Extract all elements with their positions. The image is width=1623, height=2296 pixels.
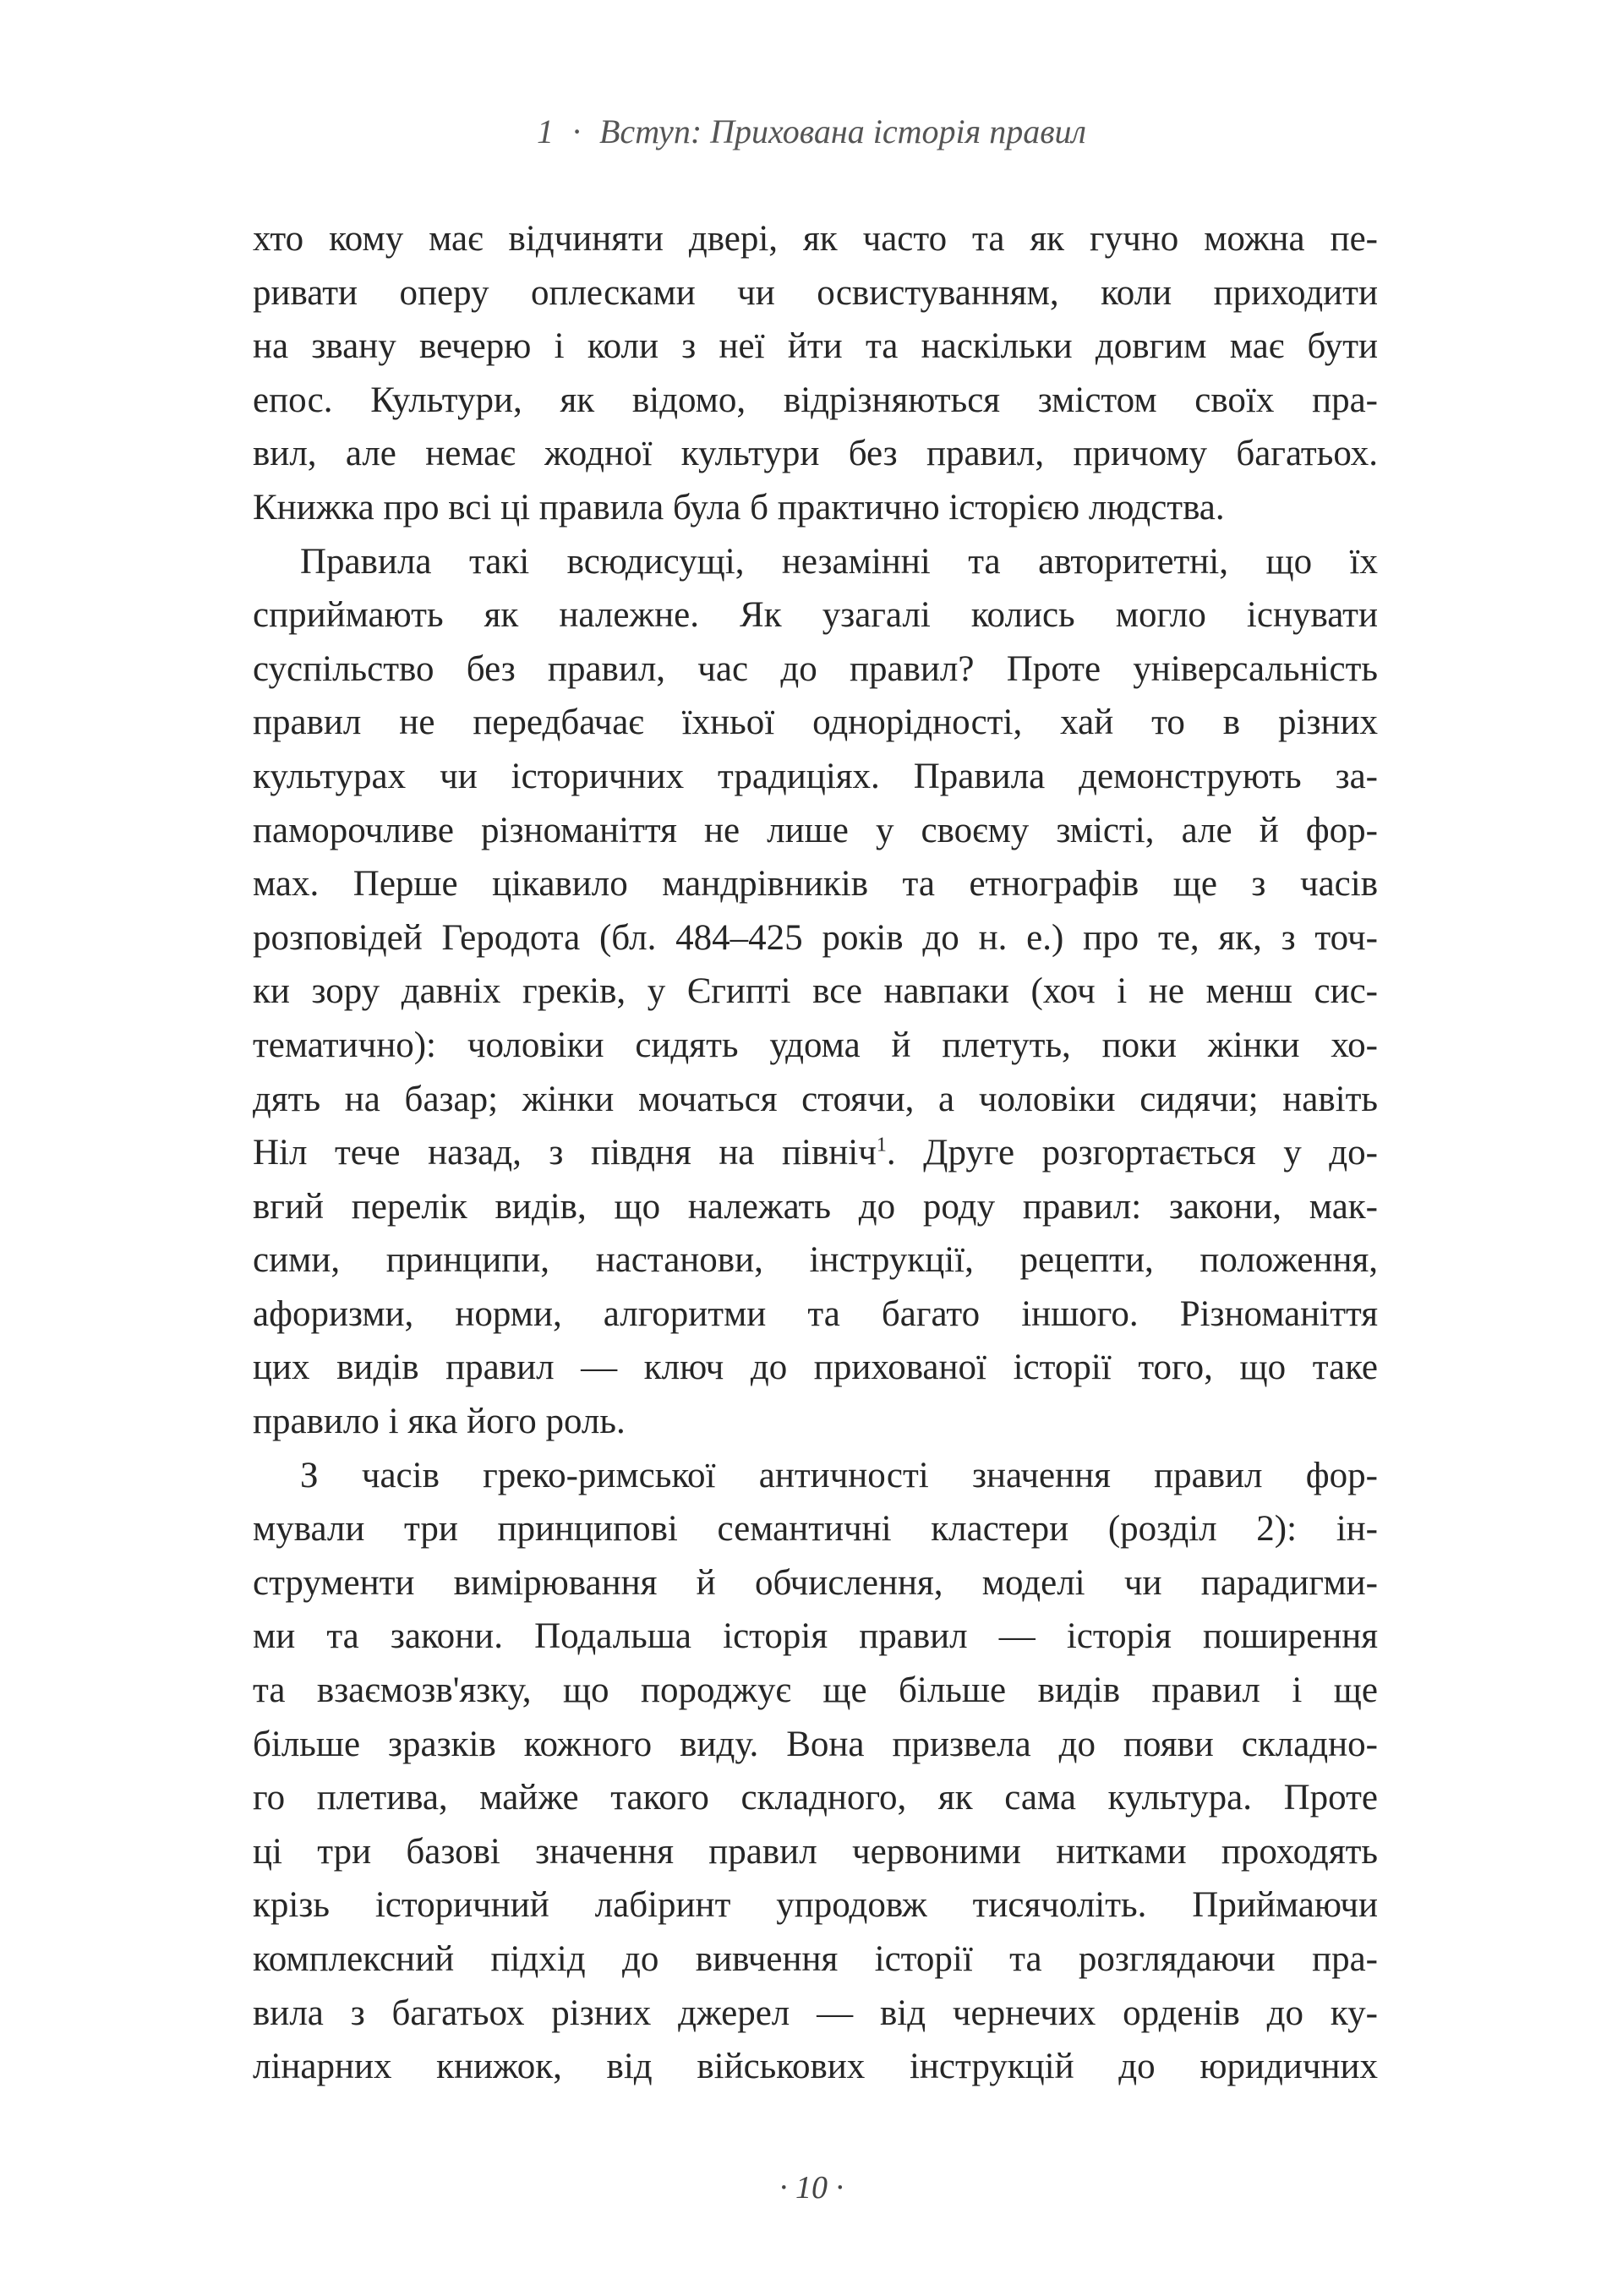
paragraph [253,1449,1378,2094]
text-line: сими, принципи, настанови, інструкції, рецепти, положення, [253,1240,1378,1281]
text-line: З часів греко-римської античності значення правил фор- [300,1455,1378,1495]
text-line: епос. Культури, як відомо, відрізняються змістом своїх пра- [253,380,1378,420]
text-line: хто кому має відчиняти двері, як часто та як гучно можна пе- [253,219,1378,259]
text-line: дять на базар; жінки мочаться стоячи, а чоловіки сидячи; навіть [253,1079,1378,1119]
chapter-title: Вступ: Прихована історія правил [599,112,1086,150]
text-line: Правила такі всюдисущі, незамінні та авторитетні, що їх [300,541,1378,582]
text-line: ки зору давніх греків, у Єгипті все навпаки (хоч і не менш сис- [253,971,1378,1012]
text-line: паморочливе різноманіття не лише у своєму змісті, але й фор- [253,810,1378,850]
text-line: розповідей Геродота (бл. 484–425 років до н. е.) про те, як, з точ- [253,917,1378,958]
text-line: мах. Перше цікавило мандрівників та етнографів ще з часів [253,864,1378,905]
paragraph [253,212,1378,535]
text-line: правил не передбачає їхньої однорідності, хай то в різних [253,702,1378,743]
text-line: вила з багатьох різних джерел — від чернечих орденів до ку- [253,1993,1378,2033]
text-line: ці три базові значення правил червоними нитками проходять [253,1831,1378,1872]
text-line: Ніл тече назад, з півдня на північ$^1$. Друге розгортається у до- [253,1133,1379,1173]
header-separator: · [572,112,581,150]
chapter-number: 1 [537,112,554,150]
text-line: на звану вечерю і коли з неї йти та наскільки довгим має бути [253,326,1378,367]
text-line: культурах чи історичних традиціях. Правила демонструють за- [253,756,1378,796]
text-line: струменти вимірювання й обчислення, моделі чи парадигми- [253,1562,1378,1603]
page-number: · 10 · [779,2170,844,2206]
footnote-marker[interactable]: 1 [876,1134,887,1156]
text-line: правило і яка його роль. [253,1402,626,1442]
text-line: крізь історичний лабіринт упродовж тисячоліть. Приймаючи [253,1885,1378,1926]
text-line: сприймають як належне. Як узагалі колись могло існувати [253,595,1378,636]
body-text [253,212,1378,2094]
text-line: вгий перелік видів, що належать до роду правил: закони, мак- [253,1186,1378,1227]
text-line: го плетива, майже такого складного, як сама культура. Проте [253,1778,1378,1818]
text-line: лінарних книжок, від військових інструкцій до юридичних [253,2047,1378,2087]
text-line: вил, але немає жодної культури без правил, причому багатьох. [253,434,1378,474]
text-line: суспільство без правил, час до правил? Проте універсальність [253,648,1378,689]
text-line: мували три принципові семантичні кластери (розділ 2): ін- [253,1509,1378,1550]
text-line: більше зразків кожного виду. Вона призвела до появи складно- [253,1724,1378,1764]
text-line: афоризми, норми, алгоритми та багато іншого. Різноманіття [253,1293,1378,1334]
text-line: цих видів правил — ключ до прихованої історії того, що таке [253,1348,1378,1388]
text-line: ривати оперу оплесками чи освистуванням, коли приходити [253,272,1378,313]
text-line: Книжка про всі ці правила була б практично історією людства. [253,487,1225,528]
text-line: ми та закони. Подальша історія правил — історія поширення [253,1616,1378,1657]
text-line: комплексний підхід до вивчення історії та розглядаючи пра- [253,1939,1378,1979]
text-line: та взаємозв'язку, що породжує ще більше видів правил і ще [253,1670,1378,1711]
paragraph [253,535,1378,1449]
running-header [0,112,1623,151]
text-line: тематично): чоловіки сидять удома й плетуть, поки жінки хо- [253,1025,1378,1065]
